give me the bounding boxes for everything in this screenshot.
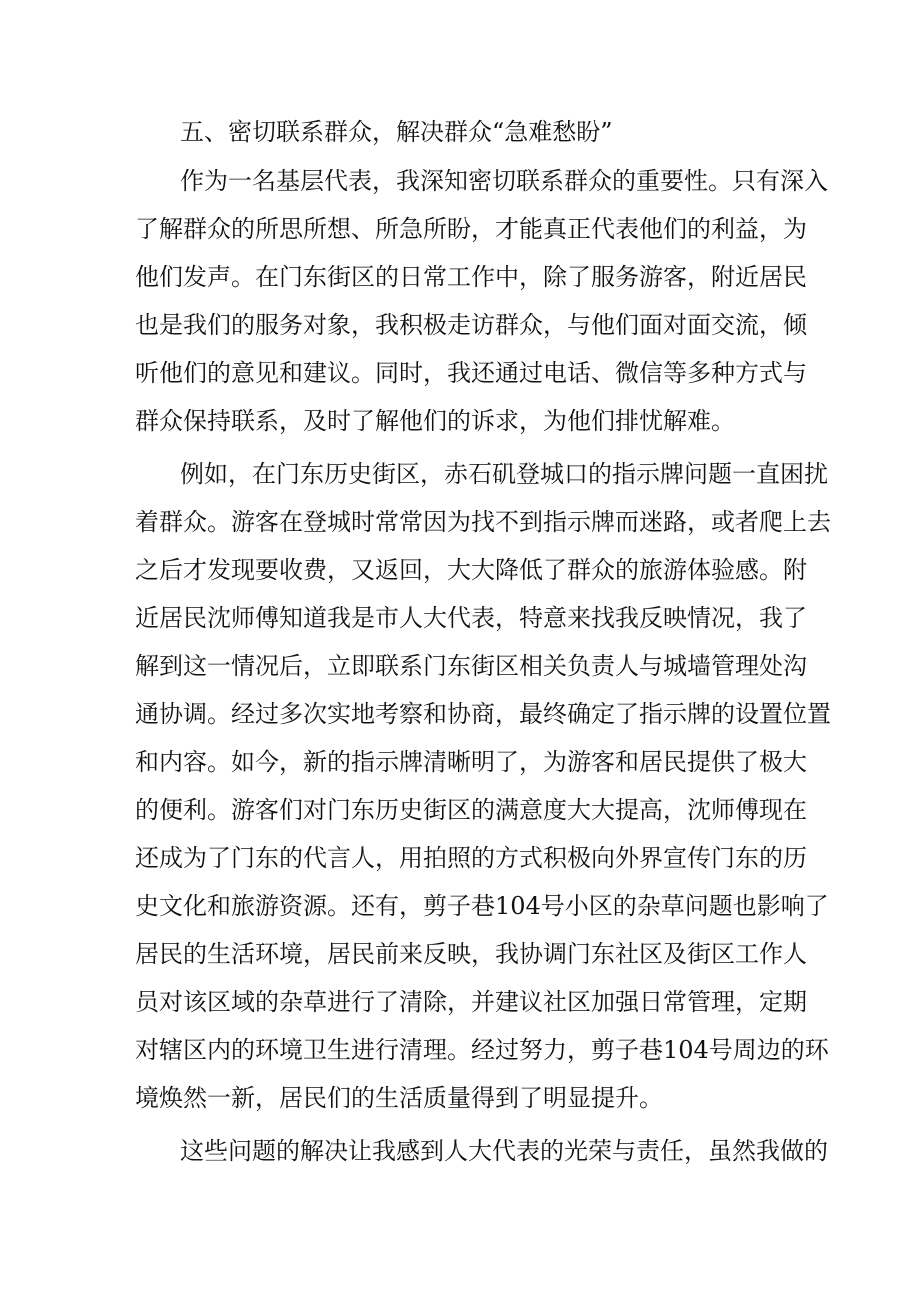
paragraph-line: 听他们的意见和建议。同时，我还通过电话、微信等多种方式与 <box>135 359 807 387</box>
paragraph-line: 作为一名基层代表，我深知密切联系群众的重要性。只有深入 <box>180 167 828 195</box>
paragraph-line: 和内容。如今，新的指示牌清晰明了，为游客和居民提供了极大 <box>135 748 807 776</box>
paragraph-line: 史文化和旅游资源。还有，剪子巷104号小区的杂草问题也影响了 <box>135 892 829 920</box>
paragraph-line: 居民的生活环境，居民前来反映，我协调门东社区及街区工作人 <box>135 940 807 968</box>
paragraph-line: 的便利。游客们对门东历史街区的满意度大大提高，沈师傅现在 <box>135 796 807 824</box>
paragraph-line: 还成为了门东的代言人，用拍照的方式积极向外界宣传门东的历 <box>135 844 807 872</box>
paragraph-line: 着群众。游客在登城时常常因为找不到指示牌而迷路，或者爬上去 <box>135 508 831 536</box>
section-heading: 五、密切联系群众，解决群众“急难愁盼” <box>180 118 613 146</box>
paragraph-line: 境焕然一新，居民们的生活质量得到了明显提升。 <box>135 1084 663 1112</box>
paragraph-line: 之后才发现要收费，又返回，大大降低了群众的旅游体验感。附 <box>135 556 807 584</box>
paragraph-line: 解到这一情况后，立即联系门东街区相关负责人与城墙管理处沟 <box>135 652 807 680</box>
paragraph-line: 群众保持联系，及时了解他们的诉求，为他们排忧解难。 <box>135 407 735 435</box>
paragraph-line: 他们发声。在门东街区的日常工作中，除了服务游客，附近居民 <box>135 263 807 291</box>
paragraph-line: 近居民沈师傅知道我是市人大代表，特意来找我反映情况，我了 <box>135 604 807 632</box>
paragraph-line: 员对该区域的杂草进行了清除，并建议社区加强日常管理，定期 <box>135 988 807 1016</box>
paragraph-line: 了解群众的所思所想、所急所盼，才能真正代表他们的利益，为 <box>135 215 807 243</box>
paragraph-line: 例如，在门东历史街区，赤石矶登城口的指示牌问题一直困扰 <box>180 460 828 488</box>
paragraph-line: 通协调。经过多次实地考察和协商，最终确定了指示牌的设置位置 <box>135 700 831 728</box>
paragraph-line: 这些问题的解决让我感到人大代表的光荣与责任，虽然我做的 <box>180 1137 828 1165</box>
paragraph-line: 也是我们的服务对象，我积极走访群众，与他们面对面交流，倾 <box>135 311 807 339</box>
paragraph-line: 对辖区内的环境卫生进行清理。经过努力，剪子巷104号周边的环 <box>135 1036 829 1064</box>
